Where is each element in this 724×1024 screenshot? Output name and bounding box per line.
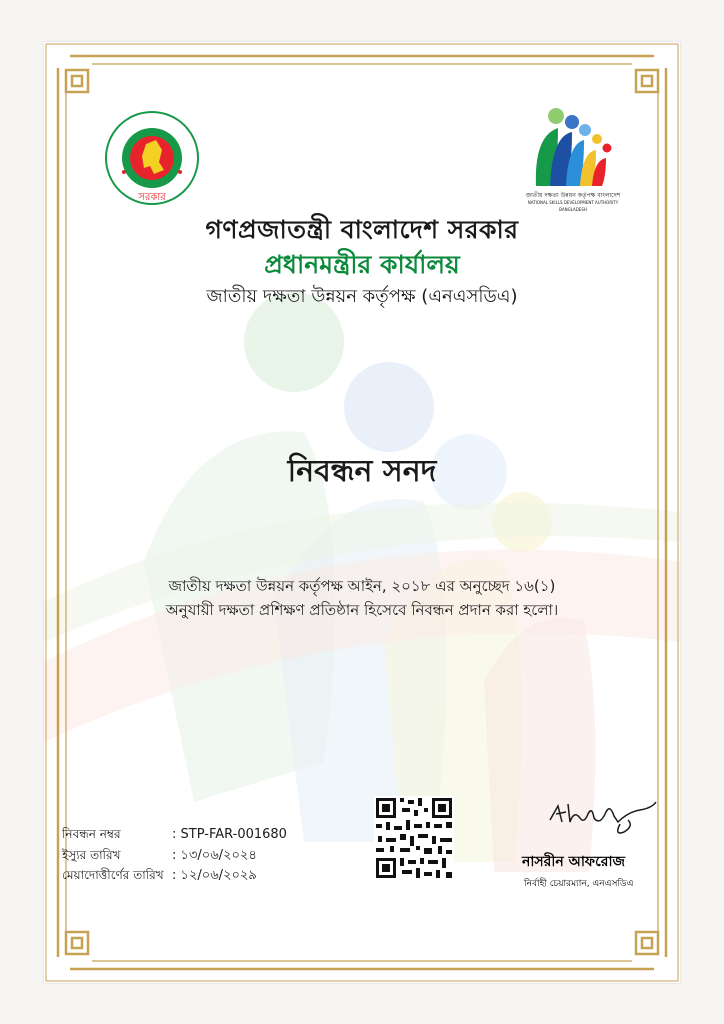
detail-label: ইস্যুর তারিখ	[62, 848, 121, 862]
government-seal-emblem	[104, 110, 200, 206]
detail-issue-date	[62, 846, 257, 867]
detail-value: : ১৩/০৬/২০২৪	[172, 848, 257, 863]
certificate-body-line-2: অনুযায়ী দক্ষতা প্রশিক্ষণ প্রতিষ্ঠান হিসেবে নিবন্ধন প্রদান করা হলো।	[165, 601, 559, 619]
detail-expiry-date	[62, 866, 257, 887]
signatory-name: নাসরীন আফরোজ	[522, 854, 626, 870]
detail-label: নিবন্ধন নম্বর	[62, 827, 121, 841]
nsda-logo	[528, 106, 618, 190]
qr-code[interactable]	[374, 796, 454, 880]
certificate-title: নিবন্ধন সনদ	[287, 454, 437, 489]
detail-registration-no	[62, 826, 287, 846]
detail-value: : ১২/০৬/২০২৯	[172, 868, 257, 883]
office-name: প্রধানমন্ত্রীর কার্যালয়	[264, 250, 460, 279]
detail-label: মেয়াদোত্তীর্ণের তারিখ	[62, 868, 164, 882]
government-name: গণপ্রজাতন্ত্রী বাংলাদেশ সরকার	[205, 215, 519, 244]
certificate-sheet	[44, 42, 680, 983]
nsda-caption-en: NATIONAL SKILLS DEVELOPMENT AUTHORITY BANGLADESH	[527, 200, 619, 212]
certificate-body-line-1: জাতীয় দক্ষতা উন্নয়ন কর্তৃপক্ষ আইন, ২০১৮ এর অনুচ্ছেদ ১৬(১)	[168, 577, 556, 595]
detail-value: : STP-FAR-001680	[172, 827, 287, 842]
svg-text:সরকার: সরকার	[138, 192, 166, 203]
nsda-caption-bn: জাতীয় দক্ষতা উন্নয়ন কর্তৃপক্ষ বাংলাদেশ	[525, 192, 621, 199]
signatory-title: নির্বাহী চেয়ারম্যান, এনএসডিএ	[524, 879, 634, 889]
authority-name: জাতীয় দক্ষতা উন্নয়ন কর্তৃপক্ষ (এনএসডিএ)	[206, 286, 518, 307]
signature-image	[544, 792, 664, 840]
